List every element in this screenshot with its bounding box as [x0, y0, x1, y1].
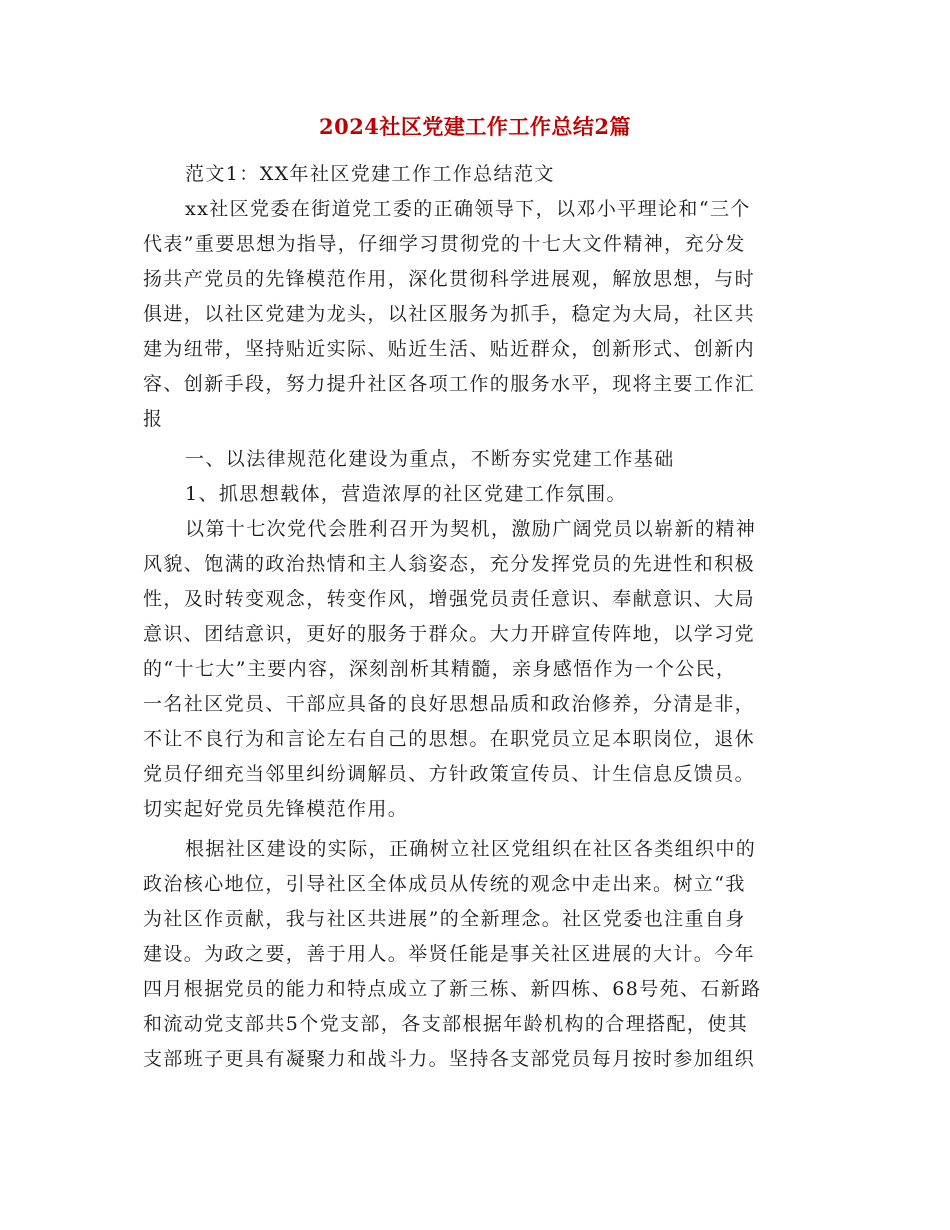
body-text-line: 容、创新手段，努力提升社区各项工作的服务水平，现将主要工作汇 — [143, 373, 756, 395]
body-text-line: 建设。为政之要，善于用人。举贤任能是事关社区进展的大计。今年 — [143, 943, 756, 965]
body-text-line: 性，及时转变观念，转变作风，增强党员责任意识、奉献意识、大局 — [143, 588, 756, 610]
body-text-line: 一名社区党员、干部应具备的良好思想品质和政治修养，分清是非， — [143, 693, 756, 715]
body-text-line: 建为纽带，坚持贴近实际、贴近生活、贴近群众，创新形式、创新内 — [143, 338, 756, 360]
body-text-line: 政治核心地位，引导社区全体成员从传统的观念中走出来。树立“我 — [143, 873, 746, 895]
body-text-line: 一、以法律规范化建设为重点，不断夯实党建工作基础 — [185, 448, 675, 470]
body-text-line: 和流动党支部共5个党支部，各支部根据年龄机构的合理搭配，使其 — [143, 1013, 749, 1035]
body-text-line: 俱进，以社区党建为龙头，以社区服务为抓手，稳定为大局，社区共 — [143, 303, 756, 325]
body-text-line: 为社区作贡献，我与社区共进展”的全新理念。社区党委也注重自身 — [143, 908, 746, 930]
body-text-line: 扬共产党员的先锋模范作用，深化贯彻科学进展观，解放思想，与时 — [143, 268, 756, 290]
document-title: 2024社区党建工作工作总结2篇 — [318, 114, 632, 139]
body-text-line: 以第十七次党代会胜利召开为契机，激励广阔党员以崭新的精神 — [185, 518, 757, 540]
body-text-line: 四月根据党员的能力和特点成立了新三栋、新四栋、68号苑、石新路 — [143, 978, 762, 1000]
document-body — [143, 157, 803, 1077]
body-text-line: 党员仔细充当邻里纠纷调解员、方针政策宣传员、计生信息反馈员。 — [143, 763, 756, 785]
body-text-line: 的“十七大”主要内容，深刻剖析其精髓，亲身感悟作为一个公民， — [143, 658, 737, 680]
body-text-line: 意识、团结意识，更好的服务于群众。大力开辟宣传阵地，以学习党 — [143, 623, 756, 645]
body-text-line: xx社区党委在街道党工委的正确领导下，以邓小平理论和“三个 — [185, 198, 751, 220]
body-text-line: 切实起好党员先锋模范作用。 — [143, 798, 409, 820]
body-text-line: 不让不良行为和言论左右自己的思想。在职党员立足本职岗位，退休 — [143, 728, 756, 750]
body-text-line: 根据社区建设的实际，正确树立社区党组织在社区各类组织中的 — [185, 838, 757, 860]
body-text-line: 报 — [143, 408, 164, 430]
body-text-line: 代表”重要思想为指导，仔细学习贯彻党的十七大文件精神，充分发 — [143, 233, 746, 255]
body-text-line: 风貌、饱满的政治热情和主人翁姿态，充分发挥党员的先进性和积极 — [143, 553, 756, 575]
body-text-line: 范文1：XX年社区党建工作工作总结范文 — [185, 163, 555, 185]
body-text-line: 支部班子更具有凝聚力和战斗力。坚持各支部党员每月按时参加组织 — [143, 1048, 756, 1070]
body-text-line: 1、抓思想载体，营造浓厚的社区党建工作氛围。 — [185, 483, 627, 505]
